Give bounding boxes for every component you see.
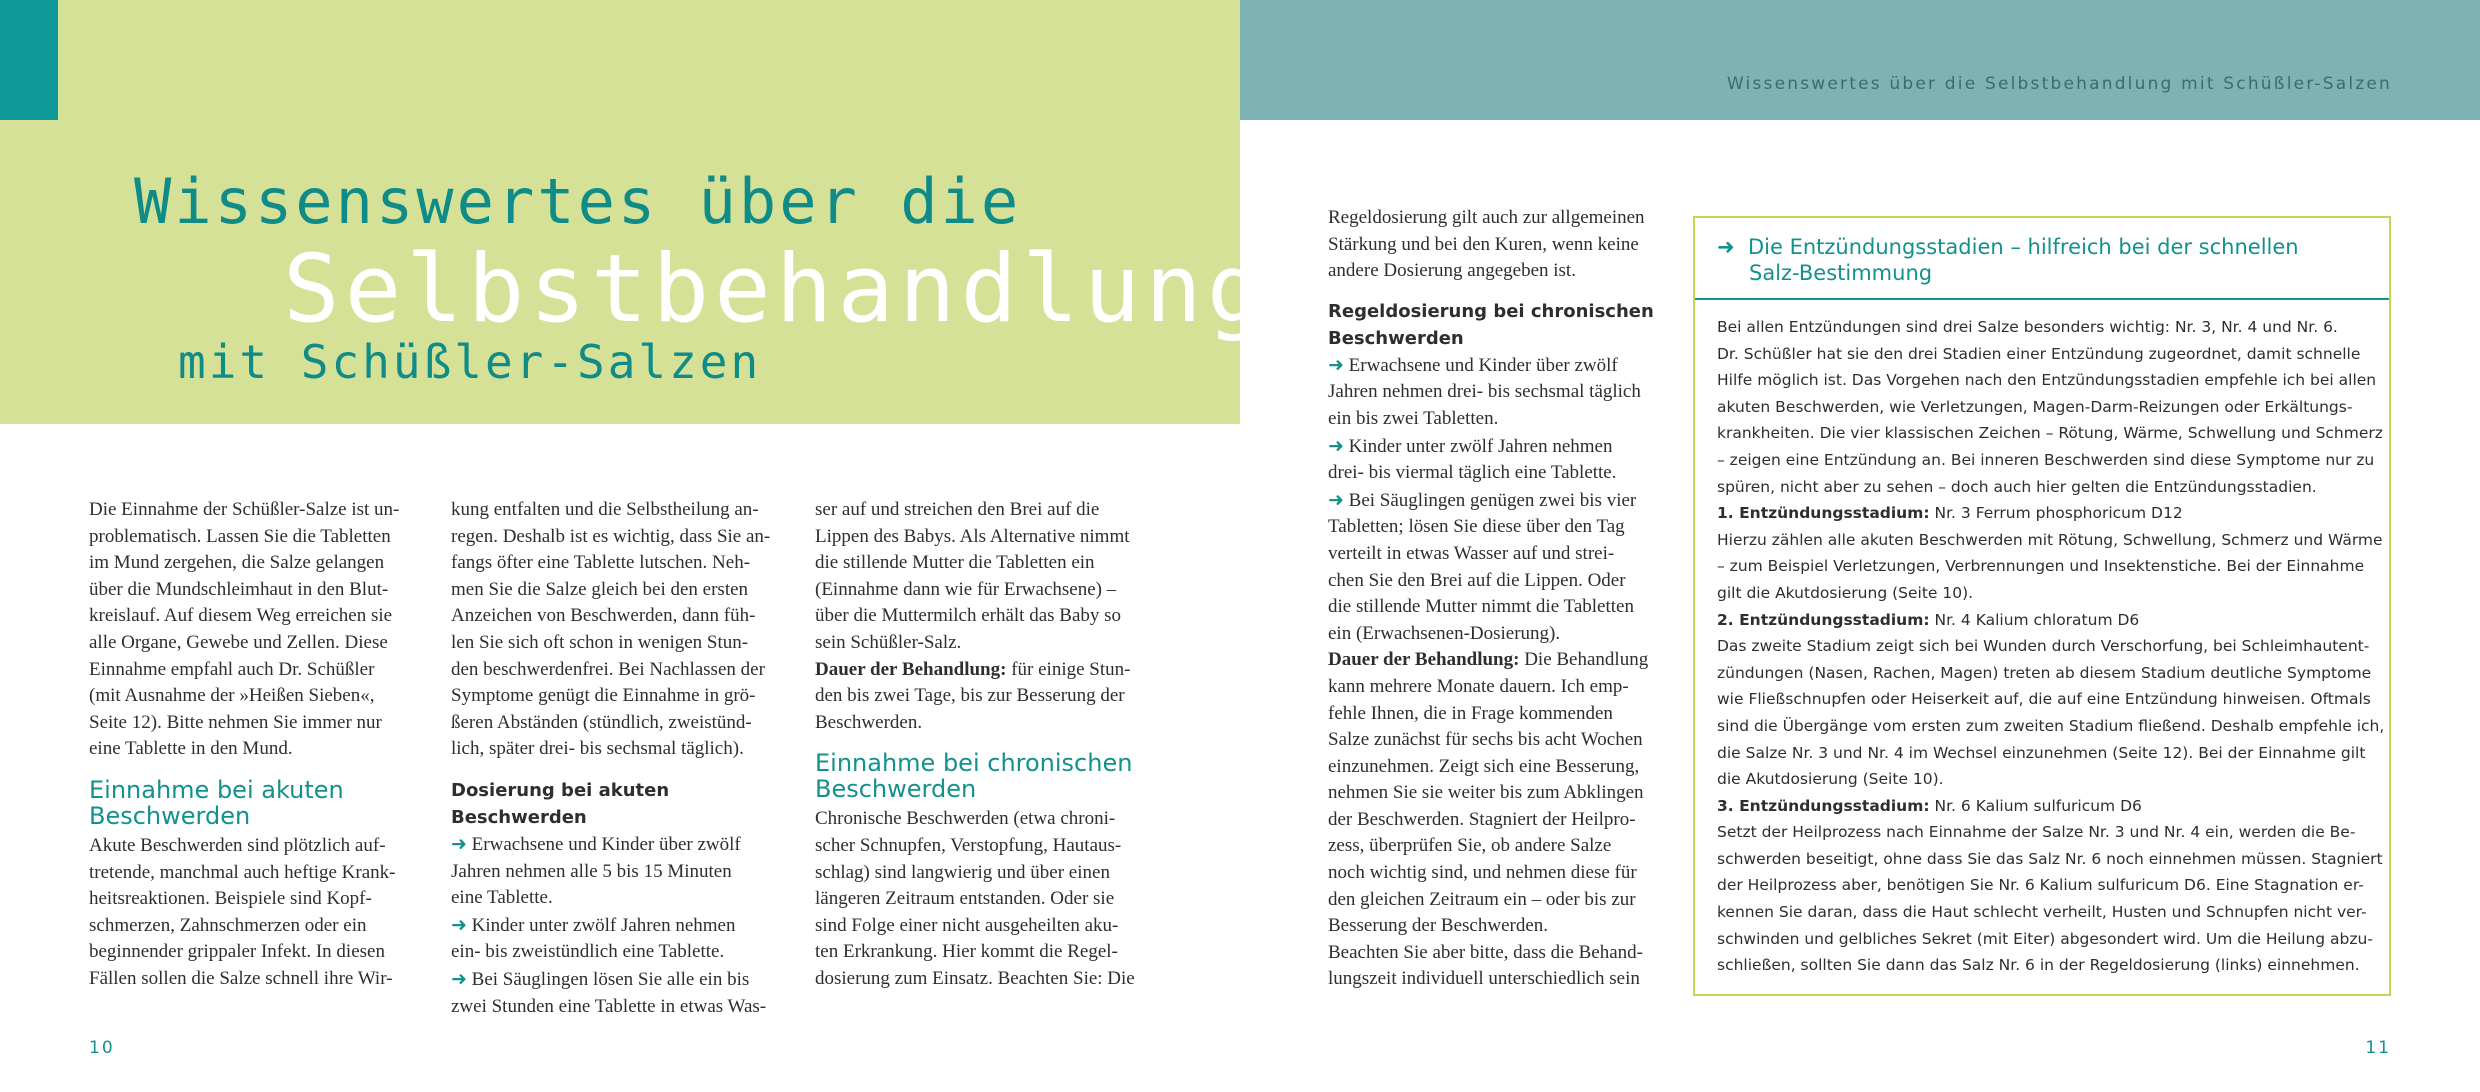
text-column-1 bbox=[89, 497, 429, 993]
text-column-4 bbox=[1328, 205, 1668, 993]
arrow-icon: ➜ bbox=[1328, 353, 1344, 376]
acute-paragraph-continued: kung entfalten und die Selbstheilung an- regen. Deshalb ist es wichtig, dass Sie an- fangs öfter eine Tablette lutschen. Neh- men Sie die Salze gleich bei den ersten Anzeichen von Beschwerden, dann füh- len Sie sich oft schon in wenigen Stun- den beschwerdenfrei. Bei Nachlassen der Symptome genügt die Einnahme in grö- ßeren Abständen (stündlich, zweistünd- lich, später drei- bis sechsmal täglich). bbox=[451, 499, 771, 760]
acute-paragraph: Akute Beschwerden sind plötzlich auf- tretende, manchmal auch heftige Krank- heitsreaktionen. Beispiele sind Kopf- schmerzen, Zahnschmerzen oder ein beginnender grippaler Infekt. In diesen Fällen sollen die Salze schnell ihre Wir- bbox=[89, 834, 396, 989]
arrow-icon: ➜ bbox=[1328, 488, 1344, 511]
stage-1-heading: 1. Entzündungsstadium: Nr. 3 Ferrum phosphoricum D12 bbox=[1717, 504, 2183, 523]
stage-3-heading: 3. Entzündungsstadium: Nr. 6 Kalium sulfuricum D6 bbox=[1717, 796, 2142, 815]
chronic-paragraph: Chronische Beschwerden (etwa chroni- scher Schnupfen, Verstopfung, Hautaus- schlag) sind langwierig und über einen längeren Zeitraum entstanden. Oder sie sind Folge einer nicht ausgeheilten aku- ten Erkrankung. Hier kommt die Regel- dosierung zum Einsatz. Beachten Sie: Die bbox=[815, 808, 1135, 989]
heading-chronic: Einnahme bei chronischen Beschwerden bbox=[815, 749, 1133, 804]
heading-acute: Einnahme bei akuten Beschwerden bbox=[89, 775, 344, 830]
title-line-3: mit Schüßler-Salzen bbox=[178, 335, 762, 389]
arrow-icon: ➜ bbox=[451, 913, 467, 936]
stage-2-heading: 2. Entzündungsstadium: Nr. 4 Kalium chloratum D6 bbox=[1717, 610, 2140, 629]
chronic-dosage-list: ➜ Erwachsene und Kinder über zwölf Jahren nehmen drei- bis sechsmal täglich ein bis zwei Tabletten. ➜ Kinder unter zwölf Jahren nehmen drei- bis viermal täglich eine Tablette. ➜ Bei Säuglingen genügen zwei bis vier Tabletten; lösen Sie diese über den Tag verteilt in etwas Wasser auf und strei- chen Sie den Brei auf die Lippen. Oder die stillende Mutter nimmt die Tabletten ein (Erwachsenen-Dosierung). Dauer der Behandlung: Die Behandlung kann mehrere Monate dauern. Ich emp- fehle Ihnen, die in Frage kommenden Salze zunächst für sechs bis acht Wochen einzunehmen. Zeigt sich eine Besserung, nehmen Sie sie weiter bis zum Abklingen der Beschwerden. Stagniert der Heilpro- zess, überprüfen Sie, ob andere Salze noch wichtig sind, und nehmen diese für den gleichen Zeitraum ein – oder bis zur Besserung der Beschwerden. Beachten Sie aber bitte, dass die Behand- lungszeit individuell unterschiedlich sein bbox=[1328, 353, 1649, 990]
regular-dosage-intro: Regeldosierung gilt auch zur allgemeinen Stärkung und bei den Kuren, wenn keine andere Dosierung angegeben ist. bbox=[1328, 207, 1645, 282]
arrow-icon: ➜ bbox=[451, 832, 467, 855]
info-box-heading: ➜ Die Entzündungsstadien – hilfreich bei der schnellen Salz-Bestimmung bbox=[1695, 218, 2389, 300]
text-column-2 bbox=[451, 497, 791, 1020]
running-head: Wissenswertes über die Selbstbehandlung mit Schüßler-Salzen bbox=[1726, 74, 2392, 94]
info-box-body: Bei allen Entzündungen sind drei Salze besonders wichtig: Nr. 3, Nr. 4 und Nr. 6. Dr. Schüßler hat sie den drei Stadien einer Entzündung zugeordnet, damit schnelle Hilfe möglich ist. Das Vorgehen nach den Entzündungsstadien empfehle ich bei allen akuten Beschwerden, wie Verletzungen, Magen-Darm-Reizungen oder Erkältungs- krankheiten. Die vier klassischen Zeichen – Rötung, Wärme, Schwellung und Schmerz – zeigen eine Entzündung an. Bei inneren Beschwerden sind diese Symptome nur zu spüren, nicht aber zu sehen – doch auch hier gelten die Entzündungsstadien. 1. Entzündungsstadium: Nr. 3 Ferrum phosphoricum D12 Hierzu zählen alle akuten Beschwerden mit Rötung, Schwellung, Schmerz und Wärme – zum Beispiel Verletzungen, Verbrennungen und Insektenstiche. Bei der Einnahme gilt die Akutdosierung (Seite 10). 2. Entzündungsstadium: Nr. 4 Kalium chloratum D6 Das zweite Stadium zeigt sich bei Wunden durch Verschorfung, bei Schleimhautent- zündungen (Nasen, Rachen, Magen) treten ab diesem Stadium deutliche Symptome wie Fließschnupfen oder Heiserkeit auf, die auf eine Entzündung hinweisen. Oftmals sind die Übergänge vom ersten zum zweiten Stadium fließend. Deshalb empfehle ich, die Salze Nr. 3 und Nr. 4 im Wechsel einzunehmen (Seite 12). Bei der Einnahme gilt die Akutdosierung (Seite 10). 3. Entzündungsstadium: Nr. 6 Kalium sulfuricum D6 Setzt der Heilprozess nach Einnahme der Salze Nr. 3 und Nr. 4 ein, werden die Be- schwerden beseitigt, ohne dass Sie das Salz Nr. 6 noch einnehmen müssen. Stagniert der Heilprozess aber, benötigen Sie Nr. 6 Kalium sulfuricum D6. Eine Stagnation er- kennen Sie daran, dass die Haut schlecht verheilt, Husten und Schnupfen nicht ver- schwinden und gelbliches Sekret (mit Eiter) abgesondert wird. Um die Heilung abzu- schließen, sollten Sie dann das Salz Nr. 6 in der Regeldosierung (links) einnehmen. bbox=[1717, 318, 2385, 975]
text-column-3 bbox=[815, 497, 1155, 993]
arrow-icon: ➜ bbox=[451, 967, 467, 990]
title-line-2: Selbstbehandlung bbox=[283, 235, 1269, 344]
corner-accent bbox=[0, 0, 58, 120]
intro-paragraph: Die Einnahme der Schüßler-Salze ist un- problematisch. Lassen Sie die Tabletten im Mund zergehen, die Salze gelangen über die Mundschleimhaut in den Blut- kreislauf. Auf diesem Weg erreichen sie alle Organe, Gewebe und Zellen. Diese Einnahme empfahl auch Dr. Schüßler (mit Ausnahme der »Heißen Sieben«, Seite 12). Bitte nehmen Sie immer nur eine Tablette in den Mund. bbox=[89, 499, 400, 760]
arrow-icon: ➜ bbox=[1717, 235, 1735, 259]
infant-paragraph: ser auf und streichen den Brei auf die Lippen des Babys. Als Alternative nimmt die stillende Mutter die Tabletten ein (Einnahme dann wie für Erwachsene) – über die Muttermilch erhält das Baby so sein Schüßler-Salz. Dauer der Behandlung: für einige Stun- den bis zwei Tage, bis zur Besserung der Beschwerden. bbox=[815, 499, 1131, 733]
info-box bbox=[1693, 216, 2391, 996]
page-number-left: 10 bbox=[89, 1038, 115, 1058]
arrow-icon: ➜ bbox=[1328, 434, 1344, 457]
header-band bbox=[1240, 0, 2480, 120]
heading-chronic-dosage: Regeldosierung bei chronischen Beschwerden bbox=[1328, 300, 1654, 349]
title-line-1: Wissenswertes über die bbox=[134, 165, 1022, 238]
page-number-right: 11 bbox=[2365, 1038, 2391, 1058]
dosage-list: ➜ Erwachsene und Kinder über zwölf Jahren nehmen alle 5 bis 15 Minuten eine Tablette. ➜ Kinder unter zwölf Jahren nehmen ein- bis zweistündlich eine Tablette. ➜ Bei Säuglingen lösen Sie alle ein bis zwei Stunden eine Tablette in etwas Was- bbox=[451, 832, 767, 1017]
heading-acute-dosage: Dosierung bei akuten Beschwerden bbox=[451, 779, 670, 828]
